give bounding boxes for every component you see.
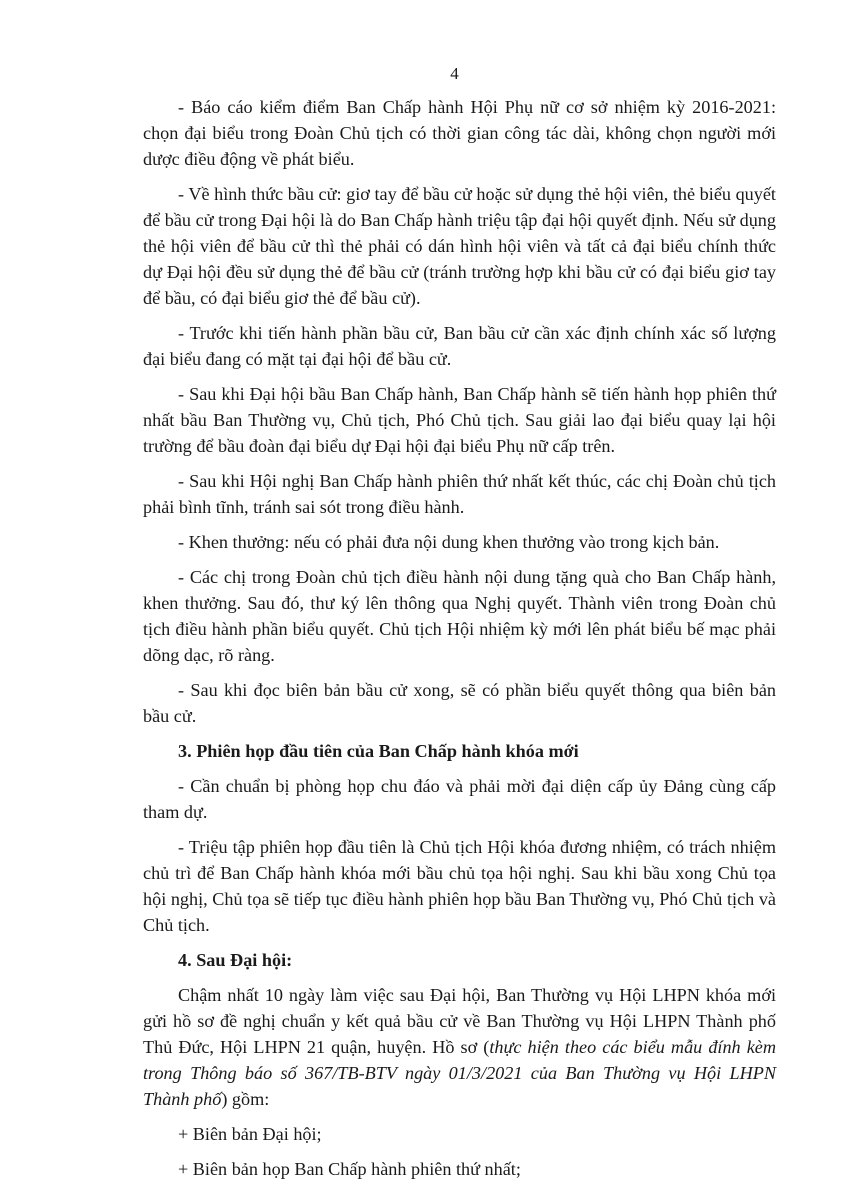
paragraph-dossier xyxy=(143,982,776,1112)
paragraph-presidium-calm: - Sau khi Hội nghị Ban Chấp hành phiên thứ nhất kết thúc, các chị Đoàn chủ tịch phải bình tĩnh, tránh sai sót trong điều hành. xyxy=(143,471,776,517)
page-number: 4 xyxy=(450,64,459,83)
paragraph-convene-session: - Triệu tập phiên họp đầu tiên là Chủ tịch Hội khóa đương nhiệm, có trách nhiệm chủ trì để Ban Chấp hành khóa mới bầu chủ tọa hội nghị. Sau khi bầu xong Chủ tọa hội nghị, Chủ tọa sẽ tiếp tục điều hành phiên họp bầu Ban Thường vụ, Phó Chủ tịch và Chủ tịch. xyxy=(143,837,776,935)
paragraph-rewards: - Khen thưởng: nếu có phải đưa nội dung khen thưởng vào trong kịch bản. xyxy=(178,532,720,552)
section-heading-3: 3. Phiên họp đầu tiên của Ban Chấp hành khóa mới xyxy=(178,741,579,761)
paragraph-delegate-count: - Trước khi tiến hành phần bầu cử, Ban bầu cử cần xác định chính xác số lượng đại biểu đang có mặt tại đại hội để bầu cử. xyxy=(143,323,776,369)
list-item: + Biên bản Đại hội; xyxy=(178,1124,322,1144)
paragraph-gifts-resolution: - Các chị trong Đoàn chủ tịch điều hành nội dung tặng quà cho Ban Chấp hành, khen thưởng. Sau đó, thư ký lên thông qua Nghị quyết. Thành viên trong Đoàn chủ tịch điều hành phần biểu quyết. Chủ tịch Hội nhiệm kỳ mới lên phát biểu bế mạc phải dõng dạc, rõ ràng. xyxy=(143,567,776,665)
list-item: + Biên bản họp Ban Chấp hành phiên thứ nhất; xyxy=(178,1159,521,1179)
dossier-text-end: ) gồm: xyxy=(221,1089,270,1109)
paragraph-report-review: - Báo cáo kiểm điểm Ban Chấp hành Hội Phụ nữ cơ sở nhiệm kỳ 2016-2021: chọn đại biểu trong Đoàn Chủ tịch có thời gian công tác dài, không chọn người mới dược điều động về phát biểu. xyxy=(143,97,776,169)
paragraph-meeting-room: - Cần chuẩn bị phòng họp chu đáo và phải mời đại diện cấp ủy Đảng cùng cấp tham dự. xyxy=(143,776,776,822)
paragraph-voting-form: - Về hình thức bầu cử: giơ tay để bầu cử hoặc sử dụng thẻ hội viên, thẻ biểu quyết để bầu cử trong Đại hội là do Ban Chấp hành triệu tập đại hội quyết định. Nếu sử dụng thẻ hội viên để bầu cử thì thẻ phải có dán hình hội viên và tất cả đại biểu chính thức dự Đại hội đều sử dụng thẻ để bầu cử (tránh trường hợp khi bầu cử có đại biểu giơ tay để bầu, có đại biểu giơ thẻ để bầu cử). xyxy=(143,184,776,308)
paragraph-election-minutes: - Sau khi đọc biên bản bầu cử xong, sẽ có phần biểu quyết thông qua biên bản bầu cử. xyxy=(143,680,776,726)
paragraph-first-session: - Sau khi Đại hội bầu Ban Chấp hành, Ban Chấp hành sẽ tiến hành họp phiên thứ nhất bầu Ban Thường vụ, Chủ tịch, Phó Chủ tịch. Sau giải lao đại biểu quay lại hội trường để bầu đoàn đại biểu dự Đại hội đại biểu Phụ nữ cấp trên. xyxy=(143,384,776,456)
dossier-text-italic: thực hiện theo các biểu mẫu đính kèm trong Thông báo số 367/TB-BTV ngày 01/3/2021 của Ban Thường vụ Hội LHPN Thành phố xyxy=(143,1037,776,1109)
dossier-text-start: Chậm nhất 10 ngày làm việc sau Đại hội, Ban Thường vụ Hội LHPN khóa mới gửi hồ sơ đề nghị chuẩn y kết quả bầu cử về Ban Thường vụ Hội LHPN Thành phố Thủ Đức, Hội LHPN 21 quận, huyện. Hồ sơ ( xyxy=(143,985,776,1057)
section-heading-4: 4. Sau Đại hội: xyxy=(178,950,293,970)
